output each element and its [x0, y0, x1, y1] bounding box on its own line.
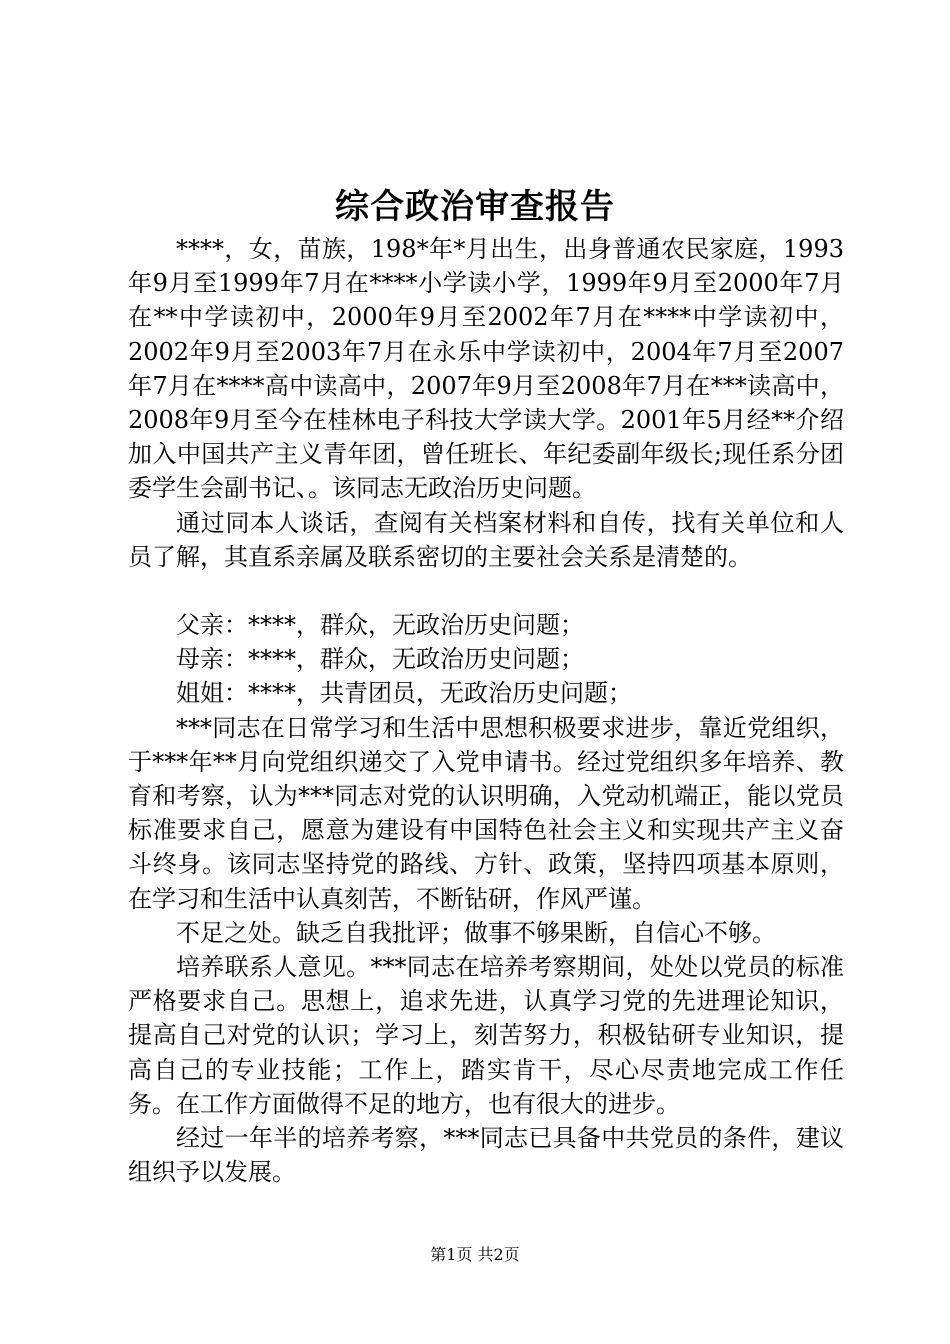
paragraph-mother: 母亲：****，群众，无政治历史问题；	[176, 645, 584, 674]
paragraph-assessment: ***同志在日常学习和生活中思想积极要求进步，靠近党组织，于***年**月向党组织递交了入党申请书。经过党组织多年培养、教育和考察，认为***同志对党的认识明确，入党动机端正，能以党员标准要求自己，愿意为建设有中国特色社会主义和实现共产主义奋斗终身。该同志坚持党的路线、方针、政策，坚持四项基本原则，在学习和生活中认真刻苦，不断钻研，作风严谨。	[128, 713, 844, 913]
paragraph-father: 父亲：****，群众，无政治历史问题；	[176, 611, 584, 640]
paragraph-sister: 姐姐：****，共青团员，无政治历史问题；	[176, 679, 632, 708]
document-body	[128, 232, 844, 1189]
paragraph-shortcomings: 不足之处。缺乏自我批评；做事不够果断，自信心不够。	[176, 918, 776, 947]
page-footer: 第1页 共2页	[430, 1245, 520, 1264]
paragraph-personal-history: ****，女，苗族，198*年*月出生，出身普通农民家庭，1993年9月至1999年7月在****小学读小学，1999年9月至2000年7月在**中学读初中，2000年9月至2002年7月在****中学读初中，2002年9月至2003年7月在永乐中学读初中，2004年7月至2007年7月在****高中读高中，2007年9月至2008年7月在***读高中，2008年9月至今在桂林电子科技大学读大学。2001年5月经**介绍加入中国共产主义青年团，曾任班长、年纪委副年级长;现任系分团委学生会副书记、。该同志无政治历史问题。	[128, 235, 844, 503]
paragraph-social-relations: 通过同本人谈话，查阅有关档案材料和自传，找有关单位和人员了解，其直系亲属及联系密切的主要社会关系是清楚的。	[128, 508, 844, 571]
paragraph-spacer	[128, 574, 844, 608]
paragraph-mentor-opinion: 培养联系人意见。***同志在培养考察期间，处处以党员的标准严格要求自己。思想上，追求先进，认真学习党的先进理论知识，提高自己对党的认识；学习上，刻苦努力，积极钻研专业知识，提高自己的专业技能；工作上，踏实肯干，尽心尽责地完成工作任务。在工作方面做得不足的地方，也有很大的进步。	[128, 953, 844, 1118]
document-title: 综合政治审查报告	[335, 187, 615, 227]
paragraph-conclusion: 经过一年半的培养考察，***同志已具备中共党员的条件，建议组织予以发展。	[128, 1124, 844, 1187]
